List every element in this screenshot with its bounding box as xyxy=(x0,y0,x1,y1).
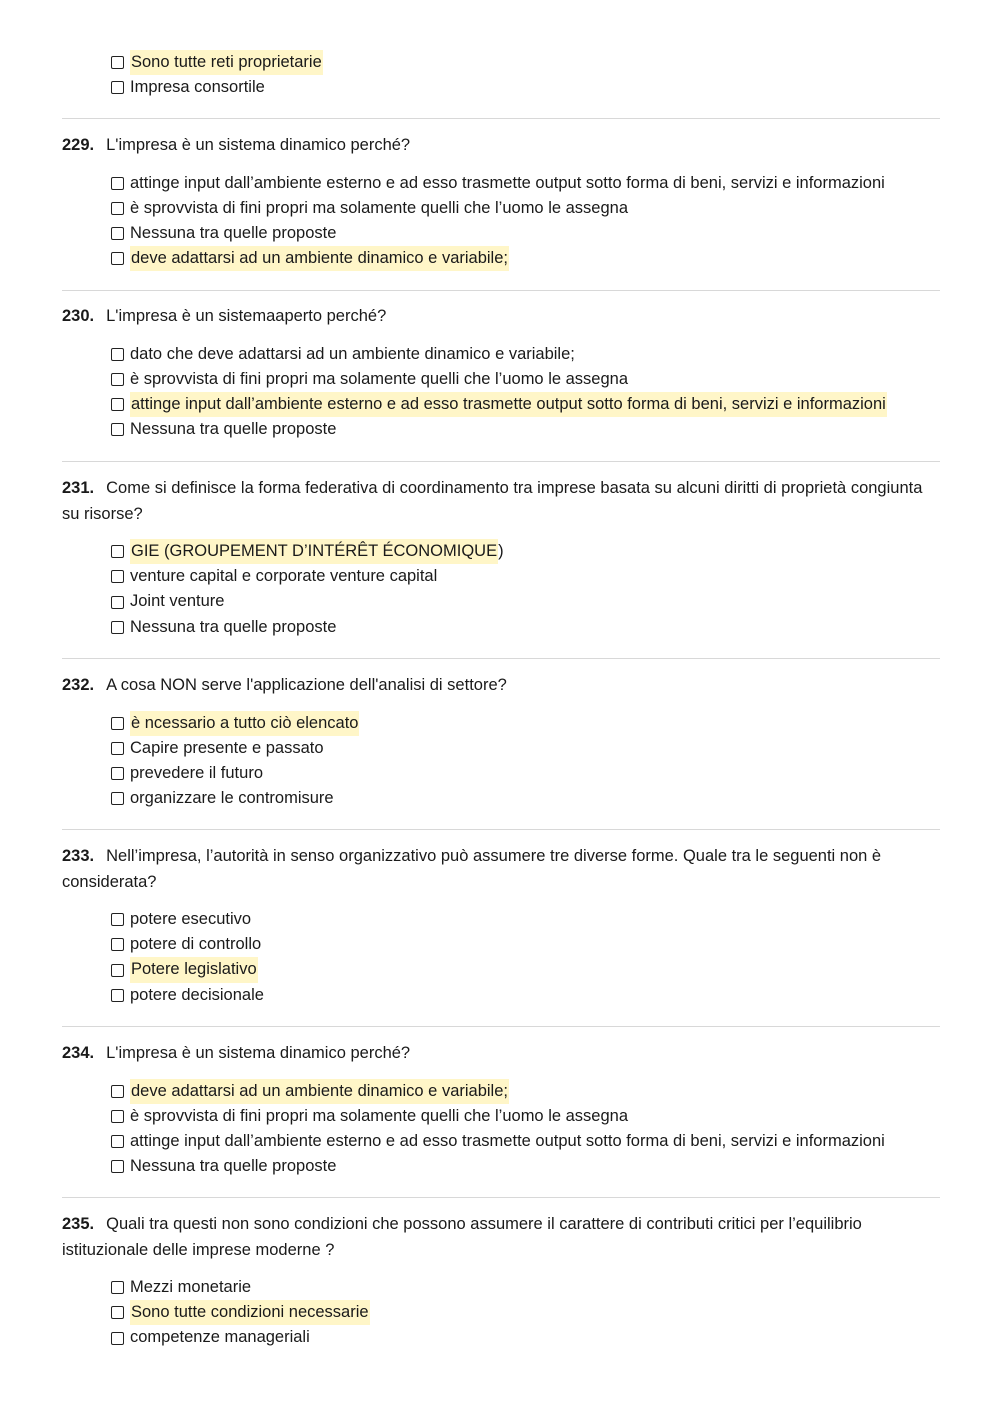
option-text: competenze manageriali xyxy=(130,1328,310,1347)
checkbox-icon[interactable] xyxy=(111,1281,124,1294)
checkbox-icon[interactable] xyxy=(111,570,124,583)
option[interactable] xyxy=(111,957,942,982)
checkbox-icon[interactable] xyxy=(111,596,124,609)
question-divider xyxy=(62,461,940,462)
checkbox-icon[interactable] xyxy=(111,1160,124,1173)
option-text: dato che deve adattarsi ad un ambiente dinamico e variabile; xyxy=(130,344,575,363)
option-text: attinge input dall’ambiente esterno e ad esso trasmette output sotto forma di beni, servizi e informazioni xyxy=(130,392,887,417)
checkbox-icon[interactable] xyxy=(111,1135,124,1148)
option-text: è sprovvista di fini propri ma solamente quelli che l’uomo le assegna xyxy=(130,1106,629,1125)
previous-question-options xyxy=(111,50,323,100)
checkbox-icon[interactable] xyxy=(111,348,124,361)
option-list xyxy=(111,50,323,100)
question-number: 235. xyxy=(62,1215,95,1233)
option[interactable] xyxy=(111,221,942,246)
checkbox-icon[interactable] xyxy=(111,227,124,240)
question-231 xyxy=(62,476,942,640)
option-text: potere esecutivo xyxy=(130,910,252,928)
option[interactable] xyxy=(111,786,942,811)
question-235 xyxy=(62,1212,942,1351)
option-text: è sprovvista di fini propri ma solamente quelli che l’uomo le assegna xyxy=(130,369,629,388)
option[interactable] xyxy=(111,1325,942,1350)
question-229 xyxy=(62,133,942,271)
checkbox-icon[interactable] xyxy=(111,398,124,411)
option[interactable] xyxy=(111,50,323,75)
question-divider xyxy=(62,829,940,830)
checkbox-icon[interactable] xyxy=(111,913,124,926)
question-text: L'impresa è un sistema dinamico perché? xyxy=(106,136,411,154)
option-text: attinge input dall’ambiente esterno e ad esso trasmette output sotto forma di beni, servizi e informazioni xyxy=(130,1131,885,1150)
checkbox-icon[interactable] xyxy=(111,964,124,977)
option-text: Capire presente e passato xyxy=(130,738,324,757)
option-text: Nessuna tra quelle proposte xyxy=(130,223,337,242)
option-text: prevedere il futuro xyxy=(130,763,263,782)
option-text: deve adattarsi ad un ambiente dinamico e variabile; xyxy=(130,1079,509,1104)
question-text: L'impresa è un sistemaaperto perché? xyxy=(106,307,387,325)
option[interactable] xyxy=(111,75,323,100)
question-233 xyxy=(62,844,942,1008)
option[interactable] xyxy=(111,1275,942,1300)
checkbox-icon[interactable] xyxy=(111,1306,124,1319)
option[interactable] xyxy=(111,417,942,442)
question-text: Quali tra questi non sono condizioni che possono assumere il carattere di contributi critici per l’equilibrio istituzionale delle imprese moderne ? xyxy=(62,1215,862,1259)
option[interactable] xyxy=(111,711,942,736)
checkbox-icon[interactable] xyxy=(111,621,124,634)
option[interactable] xyxy=(111,392,942,417)
option[interactable] xyxy=(111,1154,942,1179)
option-text: potere di controllo xyxy=(130,935,262,954)
option-text: Mezzi monetarie xyxy=(130,1278,252,1296)
question-divider xyxy=(62,1197,940,1198)
option-text: deve adattarsi ad un ambiente dinamico e variabile; xyxy=(130,246,509,271)
checkbox-icon[interactable] xyxy=(111,252,124,265)
option[interactable] xyxy=(111,589,942,614)
checkbox-icon[interactable] xyxy=(111,767,124,780)
checkbox-icon[interactable] xyxy=(111,81,124,94)
question-232 xyxy=(62,673,942,811)
option-text: attinge input dall’ambiente esterno e ad esso trasmette output sotto forma di beni, servizi e informazioni xyxy=(130,173,885,192)
option[interactable] xyxy=(111,196,942,221)
checkbox-icon[interactable] xyxy=(111,989,124,1002)
option-list xyxy=(111,171,942,272)
option-list xyxy=(111,539,942,640)
question-number: 233. xyxy=(62,847,95,865)
option[interactable] xyxy=(111,246,942,271)
question-text: Come si definisce la forma federativa di coordinamento tra imprese basata su alcuni diritti di proprietà congiunta su risorse? xyxy=(62,479,923,523)
option-text: Joint venture xyxy=(130,592,225,611)
checkbox-icon[interactable] xyxy=(111,177,124,190)
checkbox-icon[interactable] xyxy=(111,423,124,436)
option-text: Sono tutte condizioni necessarie xyxy=(130,1300,370,1325)
checkbox-icon[interactable] xyxy=(111,1332,124,1345)
question-number: 230. xyxy=(62,307,95,325)
question-number: 231. xyxy=(62,479,95,497)
option-list xyxy=(111,1275,942,1351)
question-230 xyxy=(62,304,942,442)
option-list xyxy=(111,1079,942,1180)
option-text-suffix: ) xyxy=(498,542,504,560)
question-text: L'impresa è un sistema dinamico perché? xyxy=(106,1044,411,1062)
checkbox-icon[interactable] xyxy=(111,792,124,805)
option[interactable] xyxy=(111,1129,942,1154)
option-list xyxy=(111,711,942,812)
option[interactable] xyxy=(111,907,942,932)
question-divider xyxy=(62,118,940,119)
checkbox-icon[interactable] xyxy=(111,202,124,215)
question-number: 234. xyxy=(62,1044,95,1062)
question-number: 232. xyxy=(62,676,95,694)
option-text: Nessuna tra quelle proposte xyxy=(130,617,337,636)
option[interactable] xyxy=(111,1300,942,1325)
checkbox-icon[interactable] xyxy=(111,938,124,951)
option-text: organizzare le contromisure xyxy=(130,789,334,808)
question-divider xyxy=(62,658,940,659)
checkbox-icon[interactable] xyxy=(111,373,124,386)
option-text: Nessuna tra quelle proposte xyxy=(130,420,337,439)
question-text: Nell’impresa, l’autorità in senso organizzativo può assumere tre diverse forme. Quale tra le seguenti non è considerata? xyxy=(62,847,882,891)
checkbox-icon[interactable] xyxy=(111,717,124,730)
checkbox-icon[interactable] xyxy=(111,1110,124,1123)
checkbox-icon[interactable] xyxy=(111,56,124,69)
option[interactable] xyxy=(111,1104,942,1129)
question-text: A cosa NON serve l'applicazione dell'analisi di settore? xyxy=(106,676,507,694)
option-text: GIE (GROUPEMENT D’INTÉRÊT ÉCONOMIQUE xyxy=(130,539,498,564)
option[interactable] xyxy=(111,615,942,640)
option[interactable] xyxy=(111,539,942,564)
option-text: potere decisionale xyxy=(130,985,264,1004)
checkbox-icon[interactable] xyxy=(111,1085,124,1098)
question-number: 229. xyxy=(62,136,95,154)
option-list xyxy=(111,907,942,1008)
option[interactable] xyxy=(111,761,942,786)
option[interactable] xyxy=(111,983,942,1008)
option-text: Sono tutte reti proprietarie xyxy=(130,50,323,75)
option[interactable] xyxy=(111,1079,942,1104)
option[interactable] xyxy=(111,367,942,392)
option-text: venture capital e corporate venture capital xyxy=(130,567,438,586)
question-234 xyxy=(62,1041,942,1179)
option[interactable] xyxy=(111,564,942,589)
question-divider xyxy=(62,290,940,291)
option-text: Nessuna tra quelle proposte xyxy=(130,1157,337,1176)
checkbox-icon[interactable] xyxy=(111,742,124,755)
question-divider xyxy=(62,1026,940,1027)
checkbox-icon[interactable] xyxy=(111,545,124,558)
option-text: Potere legislativo xyxy=(130,957,258,982)
option[interactable] xyxy=(111,342,942,367)
option-text: è ncessario a tutto ciò elencato xyxy=(130,711,359,736)
option[interactable] xyxy=(111,736,942,761)
option-text: Impresa consortile xyxy=(130,78,265,97)
option[interactable] xyxy=(111,932,942,957)
option-list xyxy=(111,342,942,443)
option-text: è sprovvista di fini propri ma solamente quelli che l’uomo le assegna xyxy=(130,198,629,217)
option[interactable] xyxy=(111,171,942,196)
